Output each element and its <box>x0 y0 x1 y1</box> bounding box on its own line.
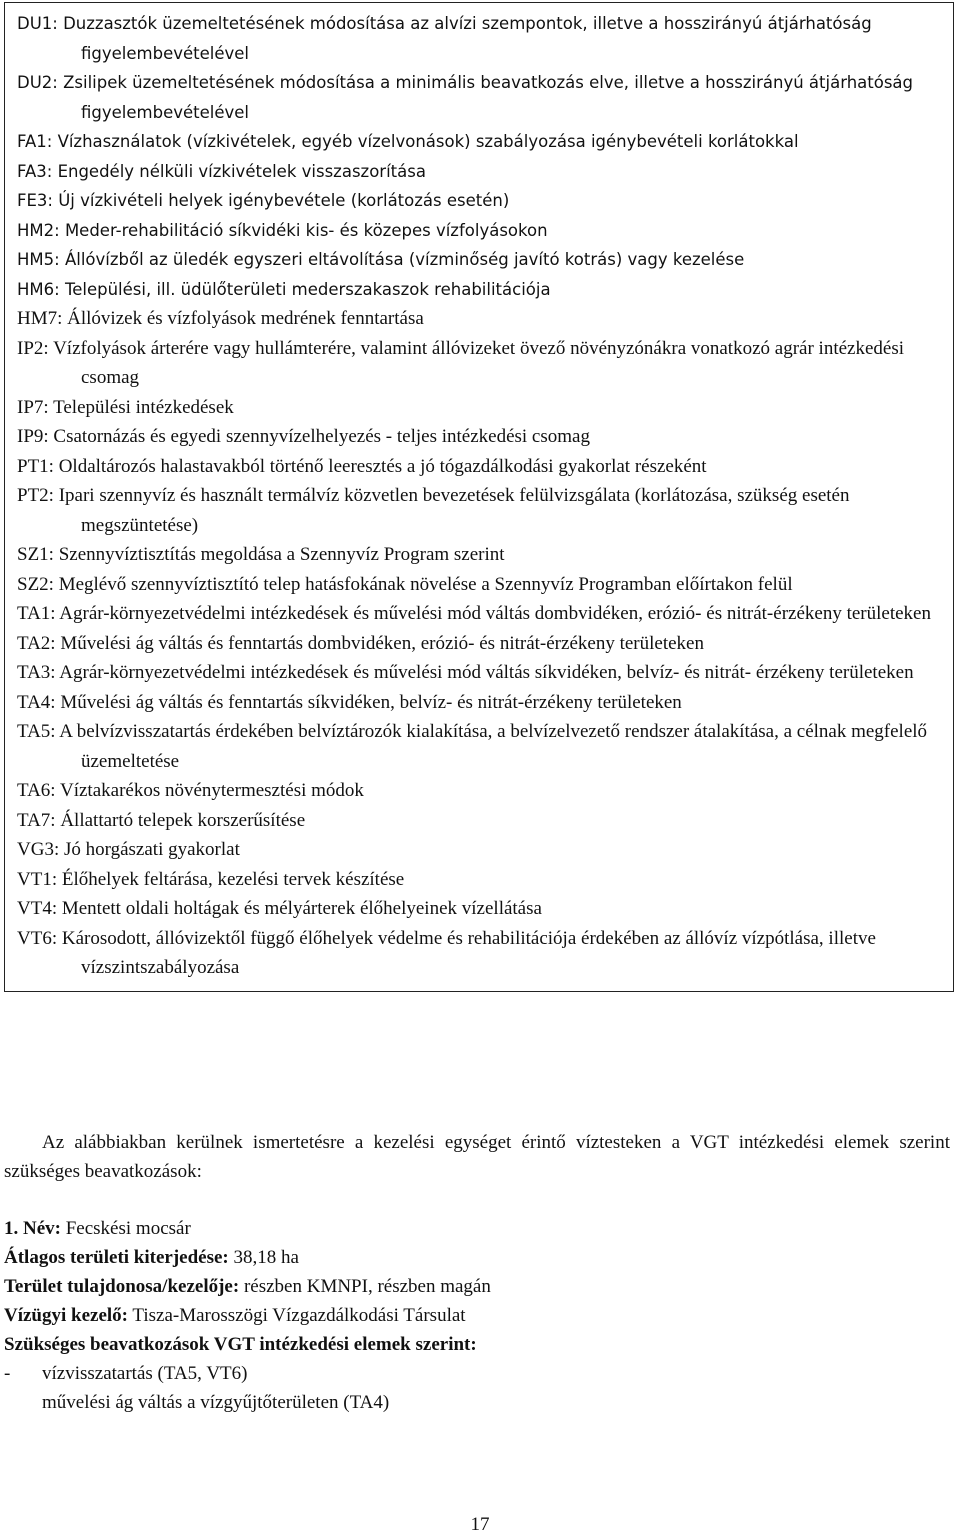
manager-label: Vízügyi kezelő: <box>4 1305 129 1326</box>
measure-row: VG3: Jó horgászati gyakorlat <box>17 839 240 860</box>
measure-row: IP7: Települési intézkedések <box>17 396 234 418</box>
measure-row: HM2: Meder-rehabilitáció síkvidéki kis- és közepes vízfolyásokon <box>17 220 548 240</box>
measure-row: TA2: Művelési ág váltás és fenntartás dombvidéken, erózió- és nitrát-érzékeny területeken <box>17 632 704 654</box>
area-value: 38,18 ha <box>228 1247 299 1268</box>
list-item <box>4 1359 950 1388</box>
measure-row: VT1: Élőhelyek feltárása, kezelési tervek készítése <box>17 868 405 890</box>
manager-value: Tisza-Marosszögi Vízgazdálkodási Társulat <box>128 1305 466 1326</box>
needed-label: Szükséges beavatkozások VGT intézkedési elemek szerint: <box>4 1334 477 1355</box>
measure-row: TA7: Állattartó telepek korszerűsítése <box>17 809 306 831</box>
measures-table <box>4 2 954 992</box>
measure-row: TA4: Művelési ág váltás és fenntartás síkvidéken, belvíz- és nitrát-érzékeny területeken <box>17 691 682 713</box>
owner-line <box>4 1272 950 1301</box>
area-label: Átlagos területi kiterjedése: <box>4 1247 229 1268</box>
measure-row: IP9: Csatornázás és egyedi szennyvízelhelyezés - teljes intézkedési csomag <box>17 426 590 447</box>
management-unit-details <box>4 1214 950 1417</box>
measure-row: SZ1: Szennyvíztisztítás megoldása a Szennyvíz Program szerint <box>17 544 505 565</box>
measure-row: DU1: Duzzasztók üzemeltetésének módosítása az alvízi szempontok, illetve a hosszirányú átjárhatóság figyelembevételével <box>17 14 872 63</box>
measure-row: PT1: Oldaltározós halastavakból történő leeresztés a jó tógazdálkodási gyakorlat részeként <box>17 455 707 477</box>
measure-row: PT2: Ipari szennyvíz és használt termálvíz közvetlen bevezetések felülvizsgálata (korlátozása, szükség esetén megszüntetése) <box>17 485 850 536</box>
page-number: 17 <box>470 1514 490 1535</box>
area-line <box>4 1243 950 1272</box>
owner-value: részben KMNPI, részben magán <box>239 1276 491 1297</box>
name-value: Fecskési mocsár <box>60 1218 191 1239</box>
measure-row: FA1: Vízhasználatok (vízkivételek, egyéb vízelvonások) szabályozása igénybevételi korlátokkal <box>17 132 799 151</box>
name-label: 1. Név: <box>4 1218 61 1239</box>
measure-row: HM5: Állóvízből az üledék egyszeri eltávolítása (vízminőség javító kotrás) vagy kezelése <box>17 250 745 269</box>
measure-row: HM7: Állóvizek és vízfolyások medrének fenntartása <box>17 308 424 329</box>
owner-label: Terület tulajdonosa/kezelője: <box>4 1276 240 1297</box>
measure-row: DU2: Zsilipek üzemeltetésének módosítása a minimális beavatkozás elve, illetve a hosszirányú átjárhatóság figyelembevételével <box>17 73 914 122</box>
measure-row: TA3: Agrár-környezetvédelmi intézkedések és művelési mód váltás síkvidéken, belvíz- és nitrát- érzékeny területeken <box>17 662 914 683</box>
needed-line <box>4 1330 950 1359</box>
measure-row: FA3: Engedély nélküli vízkivételek visszaszorítása <box>17 161 426 181</box>
measure-row: TA6: Víztakarékos növénytermesztési módok <box>17 780 364 801</box>
manager-line <box>4 1301 950 1330</box>
measure-row: TA5: A belvízvisszatartás érdekében belvíztározók kialakítása, a belvízelvezető rendszer átalakítása, a célnak megfelelő üzemeltetése <box>17 721 928 772</box>
measure-row: IP2: Vízfolyások árterére vagy hullámterére, valamint állóvizeket övező növényzónákra vonatkozó agrár intézkedési csomag <box>17 337 905 388</box>
name-line <box>4 1214 950 1243</box>
list-item: művelési ág váltás a vízgyűjtőterületen (TA4) <box>42 1392 390 1413</box>
intro-paragraph: Az alábbiakban kerülnek ismertetésre a kezelési egységet érintő víztesteken a VGT intézkedési elemek szerint szükséges beavatkozások: <box>4 1132 950 1182</box>
measure-row: HM6: Települési, ill. üdülőterületi mederszakaszok rehabilitációja <box>17 279 551 299</box>
dash-bullet: - <box>4 1363 11 1384</box>
measure-row: VT4: Mentett oldali holtágak és mélyárterek élőhelyeinek vízellátása <box>17 898 542 919</box>
list-item-text: vízvisszatartás (TA5, VT6) <box>42 1363 248 1384</box>
measure-row: FE3: Új vízkivételi helyek igénybevétele (korlátozás esetén) <box>17 191 510 210</box>
measure-row: VT6: Károsodott, állóvizektől függő élőhelyek védelme és rehabilitációja érdekében az állóvíz vízpótlása, illetve vízszintszabályozása <box>17 927 876 978</box>
measure-row: TA1: Agrár-környezetvédelmi intézkedések és művelési mód váltás dombvidéken, erózió- és nitrát-érzékeny területeken <box>17 603 931 624</box>
measure-row: SZ2: Meglévő szennyvíztisztító telep hatásfokának növelése a Szennyvíz Programban előírtakon felül <box>17 573 793 595</box>
